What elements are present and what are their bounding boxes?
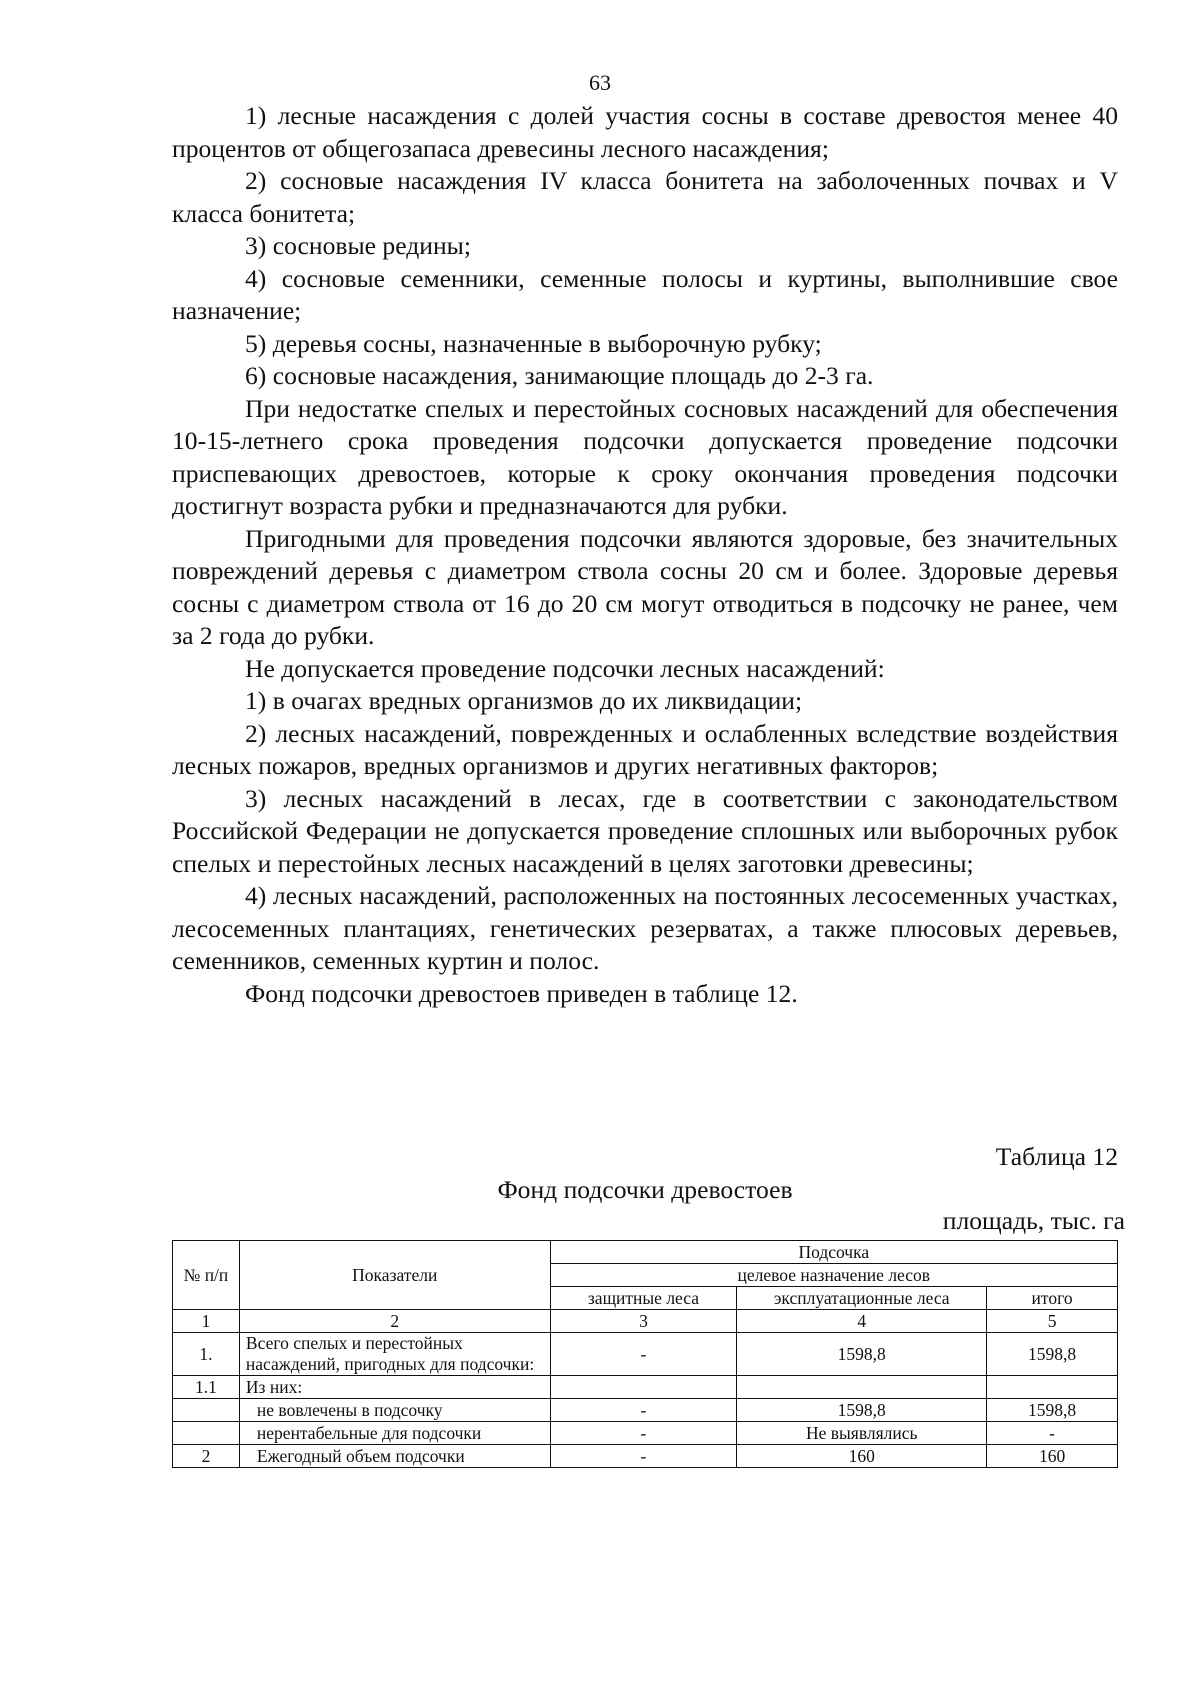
table-unit: площадь, тыс. га — [942, 1206, 1125, 1235]
row-exploitation: Не выявлялись — [737, 1422, 987, 1445]
header-exploitation: эксплуатационные леса — [737, 1287, 987, 1310]
row-num: 1. — [173, 1333, 240, 1376]
paragraph: 1) в очагах вредных организмов до их ликвидации; — [245, 686, 803, 715]
body-text — [172, 100, 1118, 1010]
paragraph: 2) лесных насаждений, поврежденных и ослабленных вследствие воздействия лесных пожаров, вредных организмов и других негативных факторов; — [172, 718, 1118, 780]
row-name: Ежегодный объем подсочки — [239, 1445, 550, 1468]
page-number: 63 — [589, 70, 611, 95]
column-number: 3 — [550, 1310, 737, 1333]
paragraph: 3) лесных насаждений в лесах, где в соответствии с законодательством Российской Федерации не допускается проведение сплошных или выборочных рубок спелых и перестойных лесных насаждений в целях заготовки древесины; — [172, 783, 1118, 878]
data-table — [172, 1240, 1118, 1468]
row-total: - — [987, 1422, 1118, 1445]
row-total: 160 — [987, 1445, 1118, 1468]
paragraph: При недостатке спелых и перестойных сосновых насаждений для обеспечения 10-15-летнего срока проведения подсочки допускается проведение подсочки приспевающих древостоев, которые к сроку окончания проведения подсочки достигнут возраста рубки и предназначаются для рубки. — [172, 393, 1118, 520]
row-name: Из них: — [239, 1376, 550, 1399]
table-row — [173, 1445, 1118, 1468]
row-protective: - — [550, 1333, 737, 1376]
table-header-row — [173, 1241, 1118, 1264]
row-name: не вовлечены в подсочку — [239, 1399, 550, 1422]
paragraph: Пригодными для проведения подсочки являются здоровые, без значительных повреждений деревья с диаметром ствола сосны 20 см и более. Здоровые деревья сосны с диаметром ствола от 16 до 20 см могут отводиться в подсочку не ранее, чем за 2 года до рубки. — [172, 523, 1118, 650]
row-exploitation — [737, 1376, 987, 1399]
paragraph: 3) сосновые редины; — [245, 231, 471, 260]
paragraph: Фонд подсочки древостоев приведен в таблице 12. — [245, 978, 798, 1008]
paragraph: 6) сосновые насаждения, занимающие площадь до 2-3 га. — [245, 361, 874, 390]
row-name: Всего спелых и перестойных насаждений, пригодных для подсочки: — [239, 1333, 550, 1376]
table-caption: Таблица 12 — [995, 1142, 1118, 1171]
row-total: 1598,8 — [987, 1333, 1118, 1376]
paragraph: 1) лесные насаждения с долей участия сосны в составе древостоя менее 40 процентов от общегозапаса древесины лесного насаждения; — [172, 101, 1118, 163]
row-name: нерентабельные для подсочки — [239, 1422, 550, 1445]
table-row — [173, 1376, 1118, 1399]
row-protective: - — [550, 1399, 737, 1422]
row-exploitation: 1598,8 — [737, 1333, 987, 1376]
column-number: 4 — [737, 1310, 987, 1333]
header-subgroup: целевое назначение лесов — [550, 1264, 1117, 1287]
row-protective: - — [550, 1422, 737, 1445]
column-number-row — [173, 1310, 1118, 1333]
table-row — [173, 1333, 1118, 1376]
paragraph: 4) сосновые семенники, семенные полосы и куртины, выполнившие свое назначение; — [172, 263, 1118, 325]
row-protective — [550, 1376, 737, 1399]
header-group: Подсочка — [550, 1241, 1117, 1264]
paragraph: 2) сосновые насаждения IV класса бонитета на заболоченных почвах и V класса бонитета; — [172, 166, 1118, 228]
row-num — [173, 1422, 240, 1445]
table-row — [173, 1422, 1118, 1445]
table-row — [173, 1399, 1118, 1422]
row-exploitation: 160 — [737, 1445, 987, 1468]
row-num: 2 — [173, 1445, 240, 1468]
header-protective: защитные леса — [550, 1287, 737, 1310]
row-exploitation: 1598,8 — [737, 1399, 987, 1422]
column-number: 5 — [987, 1310, 1118, 1333]
row-total — [987, 1376, 1118, 1399]
header-total: итого — [987, 1287, 1118, 1310]
table-title: Фонд подсочки древостоев — [497, 1175, 793, 1204]
paragraph: 4) лесных насаждений, расположенных на постоянных лесосеменных участках, лесосеменных плантациях, генетических резерватах, а также плюсовых деревьев, семенников, семенных куртин и полос. — [172, 881, 1118, 975]
column-number: 1 — [173, 1310, 240, 1333]
paragraph: Не допускается проведение подсочки лесных насаждений: — [245, 653, 885, 683]
row-num — [173, 1399, 240, 1422]
column-number: 2 — [239, 1310, 550, 1333]
header-num: № п/п — [173, 1241, 240, 1310]
row-num: 1.1 — [173, 1376, 240, 1399]
row-total: 1598,8 — [987, 1399, 1118, 1422]
header-indicators: Показатели — [239, 1241, 550, 1310]
row-protective: - — [550, 1445, 737, 1468]
paragraph: 5) деревья сосны, назначенные в выборочную рубку; — [245, 328, 822, 358]
